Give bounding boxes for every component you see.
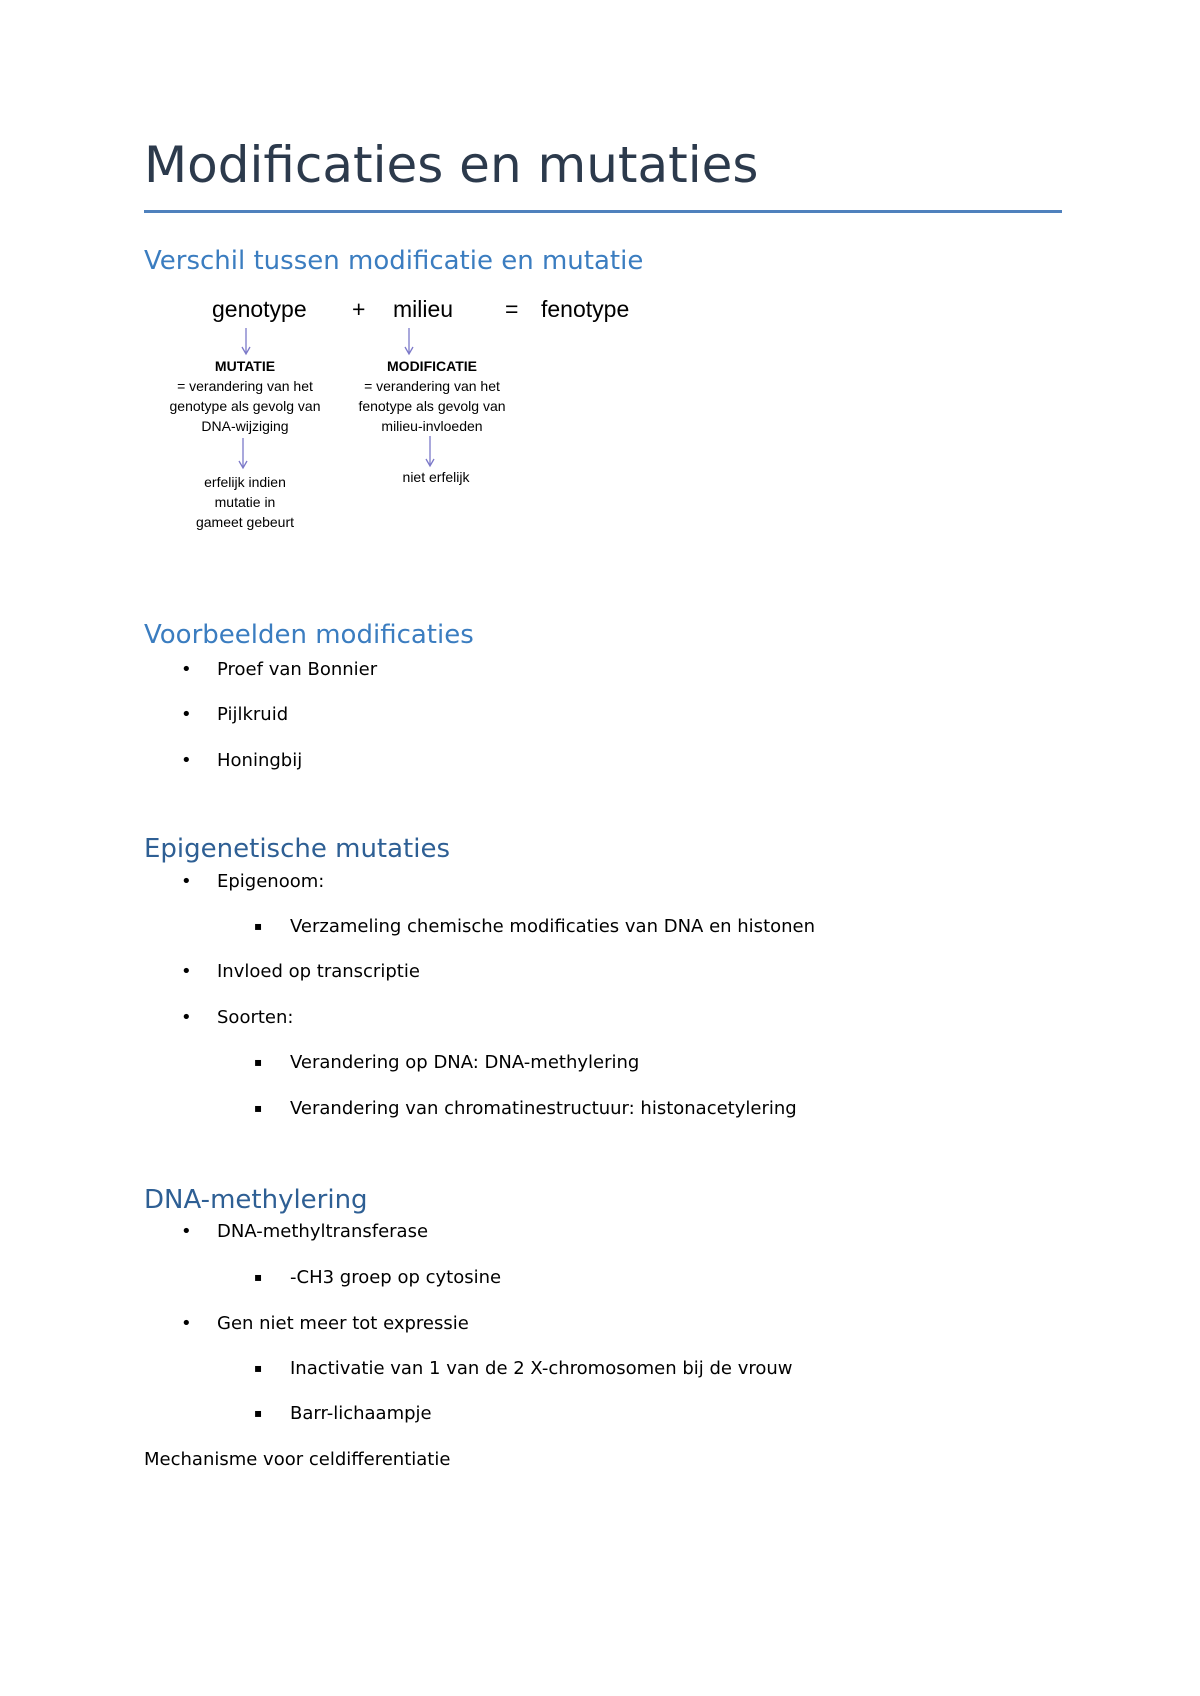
bullet: • xyxy=(181,659,192,680)
arrow-down-icon xyxy=(238,327,258,357)
bullet: • xyxy=(181,1221,192,1242)
sub-bullet: ▪ xyxy=(254,1406,263,1420)
modificatie-line: = verandering van het xyxy=(364,378,500,394)
bullet: • xyxy=(181,750,192,771)
mutatie-line: genotype als gevolg van xyxy=(169,398,321,414)
sub-list-item: Barr-lichaampje xyxy=(290,1403,432,1424)
modificatie-result xyxy=(376,467,496,487)
list-item: Gen niet meer tot expressie xyxy=(217,1313,469,1334)
sub-list-item: Verandering van chromatinestructuur: histonacetylering xyxy=(290,1098,797,1119)
sub-list-item: Inactivatie van 1 van de 2 X-chromosomen bij de vrouw xyxy=(290,1358,793,1379)
mutatie-result-line: gameet gebeurt xyxy=(195,514,295,530)
heading-methylering: DNA-methylering xyxy=(144,1185,368,1215)
list-item: Proef van Bonnier xyxy=(217,659,378,680)
list-item: Honingbij xyxy=(217,750,303,771)
list-item: Epigenoom: xyxy=(217,871,325,892)
title-underline xyxy=(144,210,1062,213)
sub-list-item: Verandering op DNA: DNA-methylering xyxy=(290,1052,640,1073)
modificatie-line: fenotype als gevolg van xyxy=(358,398,506,414)
body-text: Mechanisme voor celdifferentiatie xyxy=(144,1449,451,1470)
arrow-down-icon xyxy=(401,327,421,357)
list-item: Soorten: xyxy=(217,1007,294,1028)
mutatie-definition xyxy=(155,356,335,436)
sub-bullet: ▪ xyxy=(254,1055,263,1069)
mutatie-label: MUTATIE xyxy=(214,358,276,374)
bullet: • xyxy=(181,704,192,725)
mutatie-result xyxy=(165,472,325,532)
diagram-plus: + xyxy=(352,296,366,322)
mutatie-line: = verandering van het xyxy=(177,378,313,394)
mutatie-result-line: erfelijk indien xyxy=(204,474,286,490)
diagram-milieu: milieu xyxy=(393,296,454,322)
diagram-genotype: genotype xyxy=(212,296,307,322)
sub-bullet: ▪ xyxy=(254,919,263,933)
sub-list-item: -CH3 groep op cytosine xyxy=(290,1267,502,1288)
modificatie-result-line: niet erfelijk xyxy=(402,469,470,485)
heading-verschil: Verschil tussen modificatie en mutatie xyxy=(144,246,644,276)
heading-epigenetisch: Epigenetische mutaties xyxy=(144,834,451,864)
arrow-down-icon xyxy=(235,437,255,471)
modificatie-definition xyxy=(342,356,522,436)
page-title: Modificaties en mutaties xyxy=(144,136,759,194)
sub-bullet: ▪ xyxy=(254,1101,263,1115)
bullet: • xyxy=(181,871,192,892)
sub-bullet: ▪ xyxy=(254,1270,263,1284)
bullet: • xyxy=(181,1007,192,1028)
heading-voorbeelden: Voorbeelden modificaties xyxy=(144,620,474,650)
sub-bullet: ▪ xyxy=(254,1361,263,1375)
bullet: • xyxy=(181,961,192,982)
modificatie-label: MODIFICATIE xyxy=(387,358,477,374)
diagram-fenotype: fenotype xyxy=(541,296,630,322)
list-item: Pijlkruid xyxy=(217,704,289,725)
sub-list-item: Verzameling chemische modificaties van DNA en histonen xyxy=(290,916,816,937)
list-item: Invloed op transcriptie xyxy=(217,961,420,982)
mutatie-line: DNA-wijziging xyxy=(201,418,289,434)
arrow-down-icon xyxy=(422,435,442,469)
mutatie-result-line: mutatie in xyxy=(214,494,276,510)
list-item: DNA-methyltransferase xyxy=(217,1221,429,1242)
diagram-equals: = xyxy=(505,296,519,322)
bullet: • xyxy=(181,1313,192,1334)
modificatie-line: milieu-invloeden xyxy=(381,418,483,434)
